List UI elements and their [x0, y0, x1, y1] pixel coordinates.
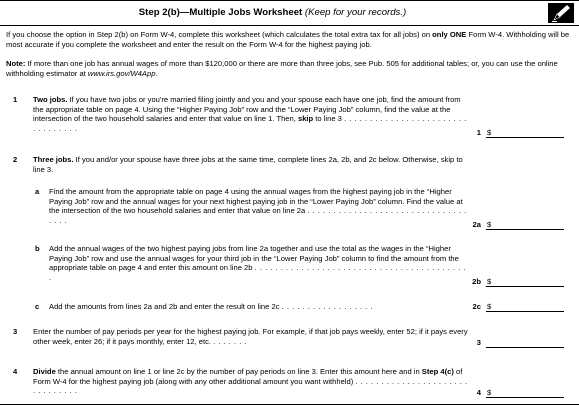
item-3-text	[33, 327, 469, 346]
item-2c-text	[49, 302, 469, 312]
item-1-number: 1	[13, 95, 18, 104]
item-2b-body: Add the annual wages of the two highest paying jobs from line 2a together and use the total as the wages in the “Higher Paying Job” row and use the annual wages for your third job in the “Lower Paying Job” column to find the amount from the appropriate table on page 4 and enter this amount on line 2b	[49, 244, 459, 273]
intro-text-a: If you choose the option in Step 2(b) on Form W-4, complete this worksheet (which calculates the total extra tax for all jobs) on	[6, 30, 433, 39]
item-2-heading: Three jobs.	[33, 155, 74, 164]
worksheet-title-italic: (Keep for your records.)	[304, 7, 407, 18]
item-4-step-ref: Step 4(c)	[421, 367, 454, 376]
item-3-number: 3	[13, 327, 18, 336]
item-2b-dots: . . . . . . . . . . . . . . . . . . . . . . . . . . . . . . . . . . . . . . . . . .	[49, 263, 467, 282]
line-2a-label: 2a	[472, 220, 481, 229]
line-3-input[interactable]	[486, 347, 564, 348]
line-2c-label: 2c	[472, 302, 481, 311]
line-1-input[interactable]	[486, 137, 564, 138]
item-4-body-a: the annual amount on line 1 or line 2c by the number of pay periods on line 3. Enter this amount here and in	[55, 367, 422, 376]
item-2c-dots: . . . . . . . . . . . . . . . . . .	[281, 302, 373, 311]
line-4-label: 4	[476, 388, 481, 397]
line-1-dollar-sign: $	[487, 128, 492, 137]
item-3-body: Enter the number of pay periods per year for the highest paying job. For example, if that job pays weekly, enter 52; if it pays every other week, enter 26; if it pays monthly, enter 12, etc.	[33, 327, 468, 346]
item-2b-letter: b	[35, 244, 40, 253]
line-2c-input[interactable]	[486, 311, 564, 312]
item-2-text	[33, 155, 469, 174]
item-2-number: 2	[13, 155, 18, 164]
worksheet-header	[0, 0, 579, 26]
line-2c-dollar-sign: $	[487, 302, 492, 311]
item-1-tail: to line 3	[313, 114, 342, 124]
item-2a-dots: . . . . . . . . . . . . . . . . . . . . . . . . . . . . . . . . . . .	[49, 206, 467, 225]
item-2c-letter: c	[35, 302, 40, 311]
note-tail: .	[155, 68, 158, 78]
item-1-body: If you have two jobs or you're married filing jointly and you and your spouse each have one job, find the amount from the appropriate table on page 4. Using the “Higher Paying Job” row and the “Lower Paying Job” column, find the value at the intersection of the two household salaries and enter that value on line 1. Then,	[33, 95, 461, 124]
intro-paragraph	[6, 30, 574, 49]
worksheet-title-bold: Step 2(b)—Multiple Jobs Worksheet	[138, 7, 303, 18]
item-4-text	[33, 367, 469, 396]
item-1-heading: Two jobs.	[33, 95, 68, 104]
pencil-icon	[548, 3, 574, 23]
item-2c-body: Add the amounts from lines 2a and 2b and enter the result on line 2c	[49, 302, 280, 311]
note-url-link[interactable]: www.irs.gov/W4App	[87, 68, 156, 78]
line-2a-dollar-sign: $	[487, 220, 492, 229]
intro-text-b: Form W-4. Withholding will be most accurate if you complete the worksheet and enter the result on the Form W-4 for the highest paying job.	[6, 30, 570, 49]
item-2a-letter: a	[35, 187, 40, 196]
worksheet-title	[0, 7, 545, 18]
bottom-divider	[0, 404, 579, 405]
item-4-heading: Divide	[33, 367, 56, 376]
line-4-input[interactable]	[486, 397, 564, 398]
line-2b-dollar-sign: $	[487, 277, 492, 286]
item-4-body-b: of Form W-4 for the highest paying job (along with any other additional amount you want withheld)	[33, 367, 463, 386]
note-label: Note:	[6, 59, 26, 68]
item-2b-text	[49, 244, 469, 282]
item-4-dots: . . . . . . . . . . . . . . . . . . . . . . . . . . . . . . .	[33, 376, 468, 396]
line-2a-input[interactable]	[486, 229, 564, 230]
line-2b-label: 2b	[472, 277, 481, 286]
item-4-number: 4	[13, 367, 18, 376]
note-paragraph	[6, 59, 574, 78]
line-2b-input[interactable]	[486, 286, 564, 287]
line-3-label: 3	[476, 338, 481, 347]
intro-text-bold: only ONE	[432, 30, 467, 39]
item-3-dots: . . . . . . .	[213, 336, 248, 346]
note-text: If more than one job has annual wages of more than $120,000 or there are more than three jobs, see Pub. 505 for additional tables; or, you can use the online withholding estimator at	[6, 59, 558, 78]
item-1-dots: . . . . . . . . . . . . . . . . . . . . . . . . . . . . . . . . .	[33, 114, 467, 133]
line-4-dollar-sign: $	[487, 388, 492, 397]
item-1-skip: skip	[297, 114, 314, 124]
item-2-body: If you and/or your spouse have three jobs at the same time, complete lines 2a, 2b, and 2c below. Otherwise, skip to line 3.	[33, 155, 463, 174]
item-2a-body: Find the amount from the appropriate table on page 4 using the annual wages from the highest paying job in the “Higher Paying Job” row and the annual wages for your next highest paying job in the “Lower Paying Job” column. Find the value at the intersection of the two household salaries and enter that value on line 2a	[49, 187, 463, 216]
item-1-text	[33, 95, 469, 133]
item-2a-text	[49, 187, 469, 225]
line-1-label: 1	[476, 128, 481, 137]
